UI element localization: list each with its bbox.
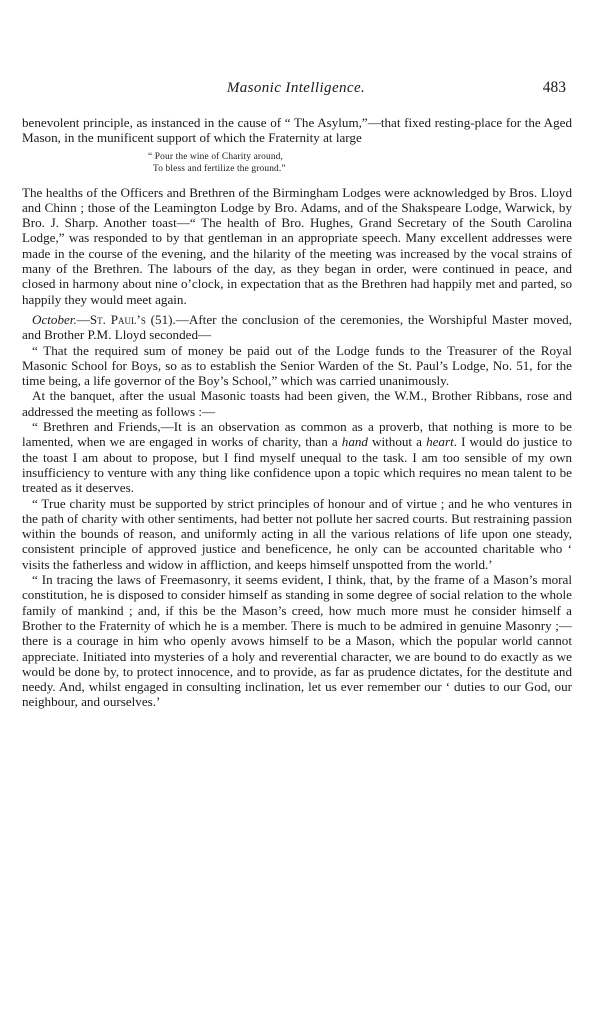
paragraph-benevolent: benevolent principle, as instanced in the cause of “ The Asylum,”—that fixed resting-place for the Aged Mason, in the munificent support of which the Fraternity at large bbox=[22, 115, 572, 146]
paragraph-october bbox=[22, 312, 572, 343]
verse-quote bbox=[148, 151, 572, 175]
paragraph-healths: The healths of the Officers and Brethren of the Birmingham Lodges were acknowledged by Bros. Lloyd and Chinn ; those of the Leamington Lodge by Bro. Adams, and of the Shakspeare Lodge, Warwick, by Bro. J. Sharp. Another toast—“ The health of Bro. Hughes, Grand Secretary of the South Carolina Lodge,” was responded to by that gentleman in an appropriate speech. Many excellent addresses were made in the course of the evening, and the hilarity of the meeting was increased by the vocal strains of many of the Brethren. The labours of the day, as they began in order, were continued in peace, and closed in harmony about nine o’clock, in expectation that as the Brethren had happily met and parted, so happily they would meet again. bbox=[22, 184, 572, 307]
paragraph-banquet: At the banquet, after the usual Masonic toasts had been given, the W.M., Brother Ribbans, rose and addressed the meeting as follows :— bbox=[22, 388, 572, 419]
hand-word: hand bbox=[341, 434, 368, 450]
october-rest: (51).—After the conclusion of the ceremonies, the Worshipful Master moved, and Brother P.M. Lloyd seconded— bbox=[22, 311, 572, 343]
paragraph-brethren-friends bbox=[22, 419, 572, 495]
paragraph-freemasonry-laws: “ In tracing the laws of Freemasonry, it seems evident, I think, that, by the frame of a Mason’s moral constitution, he is disposed to consider himself as standing in some degree of social relation to the whole family of mankind ; and, if this be the Mason’s creed, how much more must he consider himself a Brother to the Fraternity of which he is a member. There is much to be admired in genuine Masonry ;—there is a courage in him who openly avows himself to be a Mason, which the popular world cannot appreciate. Initiated into mysteries of a holy and reverential character, we are bound to do exactly as we would be done by, to protect innocence, and to provide, as far as prudence dictates, for the destitute and needy. And, whilst engaged in consulting inclination, let us ever remember our ‘ duties to our God, our neighbour, and ourselves.’ bbox=[22, 572, 572, 710]
running-head bbox=[22, 80, 570, 100]
october-date: October. bbox=[32, 311, 77, 327]
verse-line-2: To bless and fertilize the ground.” bbox=[153, 163, 286, 174]
heart-word: heart bbox=[426, 434, 454, 450]
page-number: 483 bbox=[542, 79, 566, 96]
october-dash: — bbox=[76, 311, 90, 327]
running-title: Masonic Intelligence. bbox=[226, 80, 366, 96]
brethren-text-c: . I would do justice to the toast I am about to propose, but I find myself unequal to the task. I am too sensible of my own insufficiency to venture with any thing like confidence upon a topic which requires no mean talent to be treated as it deserves. bbox=[22, 434, 572, 496]
paragraph-true-charity: “ True charity must be supported by strict principles of honour and of virtue ; and he who ventures in the path of charity with other sentiments, had better not pollute her sacred courts. But restraining passion within the bounds of reason, and uniformly acting in all the various relations of life upon one steady, consistent principle of approved justice and beneficence, he only can be accounted charitable who ‘ visits the fatherless and widow in affliction, and keeps himself unspotted from the world.’ bbox=[22, 495, 572, 572]
verse-line-1: “ Pour the wine of Charity around, bbox=[148, 151, 284, 162]
brethren-text-b: without a bbox=[367, 434, 427, 450]
paragraph-resolution: “ That the required sum of money be paid out of the Lodge funds to the Treasurer of the Royal Masonic School for Boys, so as to establish the Senior Warden of the St. Paul’s Lodge, No. 51, for the time being, a life governor of the Boy’s School,” which was carried unanimously. bbox=[22, 342, 572, 389]
st-pauls-lodge-name: St. Paul’s bbox=[89, 311, 146, 327]
brethren-text-a: “ Brethren and Friends,—It is an observation as common as a proverb, that nothing is more to be lamented, when we are engaged in works of charity, than a bbox=[22, 419, 572, 450]
article-body bbox=[22, 115, 572, 710]
